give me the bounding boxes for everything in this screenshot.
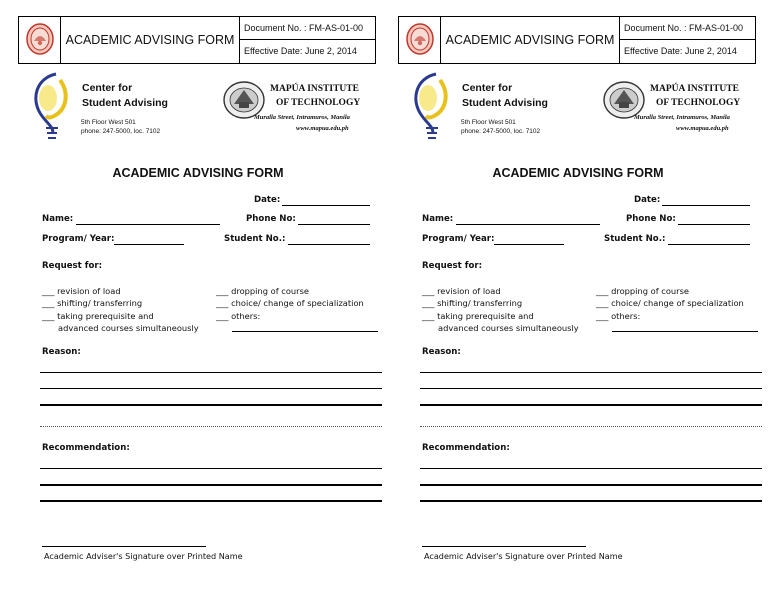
institute-seal-icon	[26, 23, 54, 55]
program-year-label: Program/ Year:	[42, 234, 115, 244]
document-number: Document No. : FM-AS-01-00	[620, 17, 755, 40]
name-label: Name:	[422, 214, 454, 224]
institute-website: www.mapua.edu.ph	[296, 125, 349, 132]
advising-form-left	[12, 0, 384, 594]
reason-line-2[interactable]	[40, 388, 382, 389]
option-others[interactable]: ___ others:	[216, 311, 261, 321]
center-for-student-advising-logo-icon	[406, 70, 452, 146]
center-name-line2: Student Advising	[462, 97, 548, 109]
recommendation-line-3[interactable]	[40, 500, 382, 502]
others-field[interactable]	[612, 331, 758, 332]
reason-line-3[interactable]	[40, 404, 382, 406]
reason-line-1[interactable]	[40, 372, 382, 373]
date-field[interactable]	[282, 205, 370, 206]
name-field[interactable]	[76, 224, 220, 225]
request-for-label: Request for:	[422, 261, 483, 271]
form-title: ACADEMIC ADVISING FORM	[112, 166, 284, 180]
option-taking-prerequisite[interactable]: ___ taking prerequisite and	[42, 311, 154, 321]
header-form-name: ACADEMIC ADVISING FORM	[61, 17, 240, 63]
header-doc-info	[240, 17, 375, 63]
advising-form-right	[392, 0, 764, 594]
effective-date: Effective Date: June 2, 2014	[624, 46, 737, 56]
center-name-line1: Center for	[462, 82, 513, 94]
center-phone: phone: 247-5000, loc. 7102	[461, 128, 541, 135]
option-revision-of-load[interactable]: ___ revision of load	[422, 286, 501, 296]
form-header-table	[398, 16, 756, 64]
header-form-name: ACADEMIC ADVISING FORM	[441, 17, 620, 63]
option-dropping-of-course[interactable]: ___ dropping of course	[596, 286, 690, 296]
reason-line-2[interactable]	[420, 388, 762, 389]
name-label: Name:	[42, 214, 74, 224]
institute-name-line1: MAPÚA INSTITUTE	[270, 84, 359, 94]
phone-field[interactable]	[678, 224, 750, 225]
center-name-line2: Student Advising	[82, 97, 168, 109]
recommendation-label: Recommendation:	[422, 443, 510, 453]
phone-label: Phone No:	[246, 214, 296, 224]
center-for-student-advising-logo-icon	[26, 70, 72, 146]
effective-date: Effective Date: June 2, 2014	[244, 46, 357, 56]
recommendation-line-3[interactable]	[420, 500, 762, 502]
option-revision-of-load[interactable]: ___ revision of load	[42, 286, 121, 296]
cut-line-divider	[40, 426, 382, 427]
institute-website: www.mapua.edu.ph	[676, 125, 729, 132]
option-advanced-courses: advanced courses simultaneously	[58, 323, 199, 333]
signature-label: Academic Adviser's Signature over Printed Name	[44, 551, 243, 561]
form-title: ACADEMIC ADVISING FORM	[492, 166, 664, 180]
header-logo-cell	[399, 17, 441, 63]
center-address: 5th Floor West 501	[461, 119, 516, 126]
signature-label: Academic Adviser's Signature over Printed Name	[424, 551, 623, 561]
center-name-line1: Center for	[82, 82, 133, 94]
recommendation-line-2[interactable]	[40, 484, 382, 486]
recommendation-line-1[interactable]	[420, 468, 762, 469]
option-change-of-specialization[interactable]: ___ choice/ change of specialization	[596, 298, 744, 308]
student-no-field[interactable]	[668, 244, 750, 245]
option-shifting-transferring[interactable]: ___ shifting/ transferring	[422, 298, 523, 308]
institute-name-line1: MAPÚA INSTITUTE	[650, 84, 739, 94]
student-no-label: Student No.:	[604, 234, 666, 244]
phone-label: Phone No:	[626, 214, 676, 224]
reason-line-1[interactable]	[420, 372, 762, 373]
center-address: 5th Floor West 501	[81, 119, 136, 126]
date-field[interactable]	[662, 205, 750, 206]
institute-name-line2: OF TECHNOLOGY	[656, 98, 741, 108]
option-advanced-courses: advanced courses simultaneously	[438, 323, 579, 333]
program-year-field[interactable]	[494, 244, 564, 245]
reason-label: Reason:	[42, 347, 81, 357]
program-year-field[interactable]	[114, 244, 184, 245]
others-field[interactable]	[232, 331, 378, 332]
student-no-field[interactable]	[288, 244, 370, 245]
student-no-label: Student No.:	[224, 234, 286, 244]
recommendation-line-2[interactable]	[420, 484, 762, 486]
option-change-of-specialization[interactable]: ___ choice/ change of specialization	[216, 298, 364, 308]
option-shifting-transferring[interactable]: ___ shifting/ transferring	[42, 298, 143, 308]
institute-address: Muralla Street, Intramuros, Manila	[254, 114, 350, 121]
phone-field[interactable]	[298, 224, 370, 225]
request-for-label: Request for:	[42, 261, 103, 271]
institute-address: Muralla Street, Intramuros, Manila	[634, 114, 730, 121]
date-label: Date:	[634, 195, 661, 205]
recommendation-line-1[interactable]	[40, 468, 382, 469]
option-others[interactable]: ___ others:	[596, 311, 641, 321]
reason-line-3[interactable]	[420, 404, 762, 406]
option-dropping-of-course[interactable]: ___ dropping of course	[216, 286, 310, 296]
form-header-table	[18, 16, 376, 64]
cut-line-divider	[420, 426, 762, 427]
institute-seal-icon	[406, 23, 434, 55]
institute-name-line2: OF TECHNOLOGY	[276, 98, 361, 108]
program-year-label: Program/ Year:	[422, 234, 495, 244]
header-doc-info	[620, 17, 755, 63]
signature-field[interactable]	[422, 546, 586, 547]
document-number: Document No. : FM-AS-01-00	[240, 17, 375, 40]
recommendation-label: Recommendation:	[42, 443, 130, 453]
name-field[interactable]	[456, 224, 600, 225]
center-phone: phone: 247-5000, loc. 7102	[81, 128, 161, 135]
header-logo-cell	[19, 17, 61, 63]
option-taking-prerequisite[interactable]: ___ taking prerequisite and	[422, 311, 534, 321]
date-label: Date:	[254, 195, 281, 205]
signature-field[interactable]	[42, 546, 206, 547]
reason-label: Reason:	[422, 347, 461, 357]
